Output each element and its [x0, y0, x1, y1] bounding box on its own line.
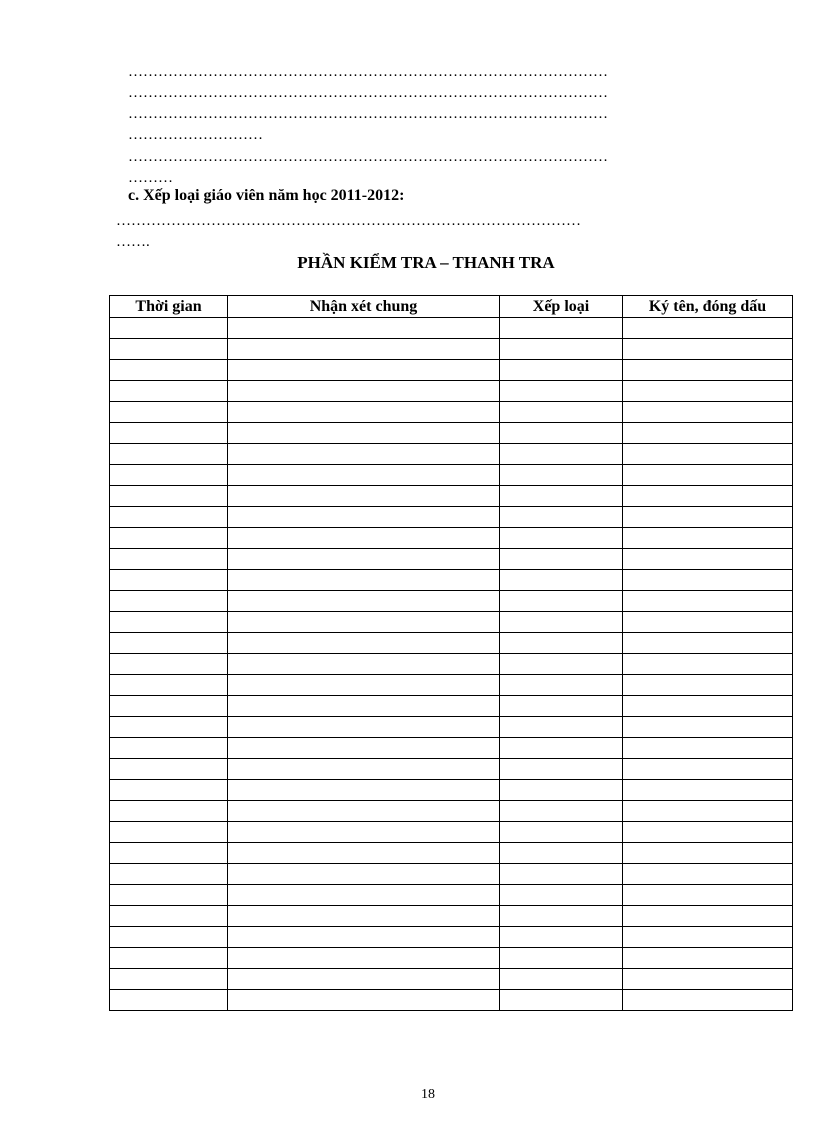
- cell-time[interactable]: [110, 885, 228, 906]
- table-row: [110, 507, 793, 528]
- cell-rating[interactable]: [500, 717, 623, 738]
- cell-time[interactable]: [110, 717, 228, 738]
- cell-comments[interactable]: [228, 486, 500, 507]
- table-row: [110, 885, 793, 906]
- cell-time[interactable]: [110, 423, 228, 444]
- column-header-signature: Ký tên, đóng dấu: [623, 296, 793, 318]
- cell-time[interactable]: [110, 822, 228, 843]
- cell-rating[interactable]: [500, 633, 623, 654]
- cell-signature[interactable]: [623, 339, 793, 360]
- table-row: [110, 780, 793, 801]
- cell-time[interactable]: [110, 402, 228, 423]
- cell-comments[interactable]: [228, 507, 500, 528]
- cell-rating[interactable]: [500, 906, 623, 927]
- cell-signature[interactable]: [623, 549, 793, 570]
- table-row: [110, 822, 793, 843]
- cell-signature[interactable]: [623, 612, 793, 633]
- column-header-rating: Xếp loại: [500, 296, 623, 318]
- form-line-6: ………: [128, 170, 173, 186]
- cell-time[interactable]: [110, 444, 228, 465]
- cell-time[interactable]: [110, 801, 228, 822]
- cell-time[interactable]: [110, 654, 228, 675]
- cell-rating[interactable]: [500, 612, 623, 633]
- table-row: [110, 864, 793, 885]
- table-row: [110, 906, 793, 927]
- cell-comments[interactable]: [228, 717, 500, 738]
- table-row: [110, 465, 793, 486]
- cell-time[interactable]: [110, 738, 228, 759]
- cell-comments[interactable]: [228, 360, 500, 381]
- cell-comments[interactable]: [228, 969, 500, 990]
- cell-comments[interactable]: [228, 402, 500, 423]
- table-row: [110, 948, 793, 969]
- cell-rating[interactable]: [500, 990, 623, 1011]
- table-row: [110, 969, 793, 990]
- cell-signature[interactable]: [623, 465, 793, 486]
- cell-signature[interactable]: [623, 360, 793, 381]
- cell-rating[interactable]: [500, 759, 623, 780]
- cell-signature[interactable]: [623, 948, 793, 969]
- section-c-line-2: …….: [116, 234, 150, 250]
- cell-comments[interactable]: [228, 822, 500, 843]
- inspection-title: PHẦN KIỂM TRA – THANH TRA: [297, 253, 555, 272]
- table-row: [110, 423, 793, 444]
- cell-rating[interactable]: [500, 570, 623, 591]
- cell-comments[interactable]: [228, 528, 500, 549]
- cell-time[interactable]: [110, 948, 228, 969]
- cell-comments[interactable]: [228, 423, 500, 444]
- cell-signature[interactable]: [623, 675, 793, 696]
- table-row: [110, 927, 793, 948]
- cell-time[interactable]: [110, 675, 228, 696]
- cell-comments[interactable]: [228, 990, 500, 1011]
- cell-signature[interactable]: [623, 318, 793, 339]
- cell-time[interactable]: [110, 381, 228, 402]
- cell-signature[interactable]: [623, 528, 793, 549]
- cell-rating[interactable]: [500, 948, 623, 969]
- cell-time[interactable]: [110, 696, 228, 717]
- cell-time[interactable]: [110, 318, 228, 339]
- table-header-row: [110, 296, 793, 318]
- table-row: [110, 696, 793, 717]
- cell-rating[interactable]: [500, 696, 623, 717]
- cell-time[interactable]: [110, 864, 228, 885]
- cell-comments[interactable]: [228, 906, 500, 927]
- cell-signature[interactable]: [623, 864, 793, 885]
- cell-rating[interactable]: [500, 339, 623, 360]
- inspection-table-body: [110, 318, 793, 1011]
- cell-signature[interactable]: [623, 654, 793, 675]
- cell-time[interactable]: [110, 759, 228, 780]
- page-number: 18: [421, 1087, 435, 1102]
- cell-comments[interactable]: [228, 864, 500, 885]
- cell-rating[interactable]: [500, 864, 623, 885]
- cell-time[interactable]: [110, 549, 228, 570]
- cell-rating[interactable]: [500, 549, 623, 570]
- cell-signature[interactable]: [623, 402, 793, 423]
- table-row: [110, 801, 793, 822]
- cell-rating[interactable]: [500, 381, 623, 402]
- table-row: [110, 486, 793, 507]
- table-row: [110, 717, 793, 738]
- cell-signature[interactable]: [623, 591, 793, 612]
- cell-signature[interactable]: [623, 780, 793, 801]
- cell-rating[interactable]: [500, 444, 623, 465]
- inspection-table: [109, 295, 793, 1011]
- cell-comments[interactable]: [228, 612, 500, 633]
- cell-rating[interactable]: [500, 507, 623, 528]
- table-row: [110, 612, 793, 633]
- table-row: [110, 339, 793, 360]
- cell-comments[interactable]: [228, 318, 500, 339]
- cell-rating[interactable]: [500, 927, 623, 948]
- cell-time[interactable]: [110, 906, 228, 927]
- cell-comments[interactable]: [228, 780, 500, 801]
- cell-signature[interactable]: [623, 570, 793, 591]
- table-row: [110, 843, 793, 864]
- cell-rating[interactable]: [500, 843, 623, 864]
- table-row: [110, 738, 793, 759]
- cell-comments[interactable]: [228, 801, 500, 822]
- cell-comments[interactable]: [228, 570, 500, 591]
- cell-signature[interactable]: [623, 486, 793, 507]
- table-row: [110, 675, 793, 696]
- cell-signature[interactable]: [623, 633, 793, 654]
- cell-rating[interactable]: [500, 675, 623, 696]
- cell-rating[interactable]: [500, 465, 623, 486]
- cell-comments[interactable]: [228, 633, 500, 654]
- cell-comments[interactable]: [228, 549, 500, 570]
- cell-rating[interactable]: [500, 780, 623, 801]
- cell-comments[interactable]: [228, 696, 500, 717]
- table-row: [110, 318, 793, 339]
- form-line-2: ……………………………………………………………………………………: [128, 85, 608, 101]
- cell-time[interactable]: [110, 780, 228, 801]
- table-row: [110, 381, 793, 402]
- cell-rating[interactable]: [500, 591, 623, 612]
- cell-time[interactable]: [110, 507, 228, 528]
- cell-time[interactable]: [110, 927, 228, 948]
- cell-comments[interactable]: [228, 465, 500, 486]
- cell-time[interactable]: [110, 990, 228, 1011]
- cell-signature[interactable]: [623, 801, 793, 822]
- cell-comments[interactable]: [228, 591, 500, 612]
- cell-rating[interactable]: [500, 822, 623, 843]
- section-c-line-1: …………………………………………………………………………………: [116, 213, 581, 229]
- table-row: [110, 990, 793, 1011]
- cell-signature[interactable]: [623, 906, 793, 927]
- cell-time[interactable]: [110, 339, 228, 360]
- cell-rating[interactable]: [500, 423, 623, 444]
- table-row: [110, 633, 793, 654]
- table-row: [110, 759, 793, 780]
- cell-time[interactable]: [110, 360, 228, 381]
- cell-time[interactable]: [110, 591, 228, 612]
- form-line-5: ……………………………………………………………………………………: [128, 149, 608, 165]
- cell-comments[interactable]: [228, 654, 500, 675]
- cell-rating[interactable]: [500, 318, 623, 339]
- cell-comments[interactable]: [228, 948, 500, 969]
- cell-rating[interactable]: [500, 360, 623, 381]
- cell-signature[interactable]: [623, 381, 793, 402]
- cell-signature[interactable]: [623, 885, 793, 906]
- cell-rating[interactable]: [500, 969, 623, 990]
- column-header-time: Thời gian: [110, 296, 228, 318]
- column-header-comments: Nhận xét chung: [228, 296, 500, 318]
- cell-signature[interactable]: [623, 507, 793, 528]
- cell-signature[interactable]: [623, 759, 793, 780]
- cell-time[interactable]: [110, 486, 228, 507]
- cell-signature[interactable]: [623, 423, 793, 444]
- cell-time[interactable]: [110, 570, 228, 591]
- cell-comments[interactable]: [228, 339, 500, 360]
- cell-time[interactable]: [110, 843, 228, 864]
- table-row: [110, 654, 793, 675]
- cell-signature[interactable]: [623, 717, 793, 738]
- cell-signature[interactable]: [623, 969, 793, 990]
- cell-signature[interactable]: [623, 696, 793, 717]
- cell-comments[interactable]: [228, 843, 500, 864]
- cell-signature[interactable]: [623, 822, 793, 843]
- form-line-1: ……………………………………………………………………………………: [128, 64, 608, 80]
- cell-time[interactable]: [110, 465, 228, 486]
- cell-comments[interactable]: [228, 885, 500, 906]
- table-row: [110, 528, 793, 549]
- cell-signature[interactable]: [623, 843, 793, 864]
- cell-comments[interactable]: [228, 381, 500, 402]
- table-row: [110, 360, 793, 381]
- cell-rating[interactable]: [500, 885, 623, 906]
- table-row: [110, 570, 793, 591]
- cell-signature[interactable]: [623, 990, 793, 1011]
- cell-time[interactable]: [110, 633, 228, 654]
- cell-comments[interactable]: [228, 927, 500, 948]
- cell-rating[interactable]: [500, 528, 623, 549]
- form-line-3: ……………………………………………………………………………………: [128, 106, 608, 122]
- cell-rating[interactable]: [500, 654, 623, 675]
- cell-comments[interactable]: [228, 759, 500, 780]
- table-row: [110, 549, 793, 570]
- cell-rating[interactable]: [500, 738, 623, 759]
- section-c-heading: c. Xếp loại giáo viên năm học 2011-2012:: [128, 187, 405, 204]
- cell-signature[interactable]: [623, 927, 793, 948]
- cell-time[interactable]: [110, 612, 228, 633]
- table-row: [110, 591, 793, 612]
- cell-rating[interactable]: [500, 801, 623, 822]
- cell-signature[interactable]: [623, 738, 793, 759]
- cell-comments[interactable]: [228, 738, 500, 759]
- table-row: [110, 444, 793, 465]
- cell-rating[interactable]: [500, 402, 623, 423]
- table-row: [110, 402, 793, 423]
- form-line-4: ………………………: [128, 127, 263, 143]
- cell-comments[interactable]: [228, 444, 500, 465]
- cell-time[interactable]: [110, 969, 228, 990]
- cell-signature[interactable]: [623, 444, 793, 465]
- cell-rating[interactable]: [500, 486, 623, 507]
- cell-comments[interactable]: [228, 675, 500, 696]
- cell-time[interactable]: [110, 528, 228, 549]
